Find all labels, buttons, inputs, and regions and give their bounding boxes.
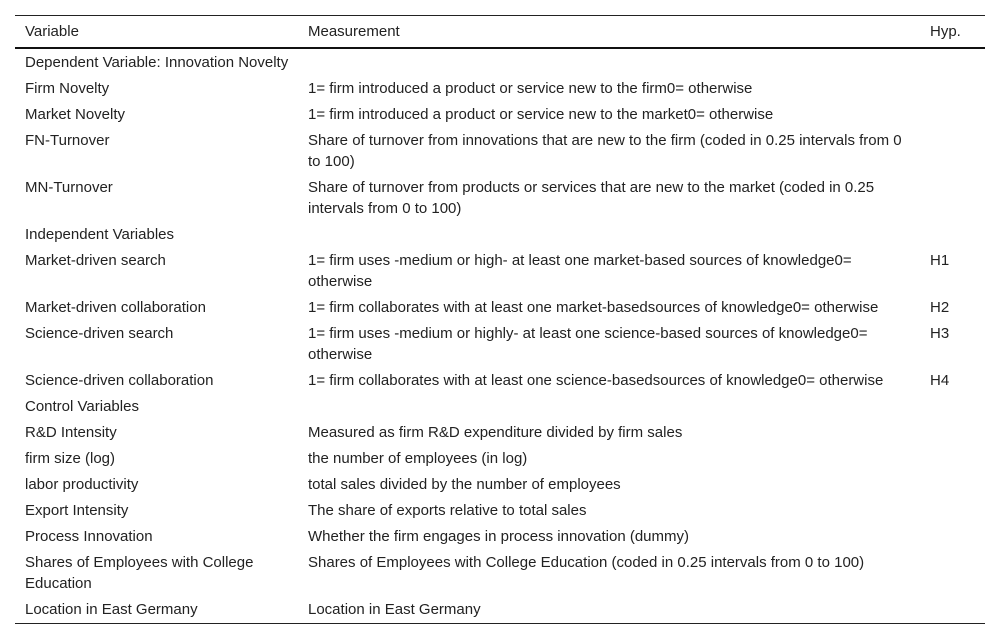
table-row: [15, 446, 985, 472]
header-hyp: Hyp.: [930, 23, 961, 40]
section-label: Control Variables: [25, 398, 139, 415]
variable-cell: R&D Intensity: [25, 424, 117, 441]
variable-cell: Process Innovation: [25, 528, 153, 545]
table-row: [15, 248, 985, 295]
hyp-cell: H3: [930, 325, 950, 342]
table-row: [15, 321, 985, 368]
measurement-cell: The share of exports relative to total sales: [308, 502, 587, 519]
measurement-cell: Share of turnover from innovations that are new to the firm (coded in 0.25 intervals from 0 to 100): [308, 132, 902, 170]
table-row: [15, 597, 985, 624]
hyp-cell: [920, 597, 985, 624]
measurement-cell: 1= firm introduced a product or service new to the firm0= otherwise: [308, 80, 753, 97]
variable-cell: Market Novelty: [25, 106, 126, 123]
measurement-cell: Location in East Germany: [308, 601, 481, 618]
table-row: [15, 420, 985, 446]
hyp-cell: [920, 524, 985, 550]
table-row: [15, 368, 985, 394]
measurement-cell: 1= firm collaborates with at least one science-basedsources of knowledge0= otherwise: [308, 372, 884, 389]
measurement-cell: 1= firm uses -medium or highly- at least one science-based sources of knowledge0= otherwise: [308, 325, 868, 363]
hyp-cell: [920, 175, 985, 222]
table-row: [15, 472, 985, 498]
hyp-cell: [920, 446, 985, 472]
table-row: [15, 128, 985, 175]
variable-cell: Market-driven search: [25, 252, 166, 269]
table-row: [15, 175, 985, 222]
variable-cell: Export Intensity: [25, 502, 129, 519]
hyp-cell: [920, 472, 985, 498]
table-row: [15, 102, 985, 128]
variable-cell: MN-Turnover: [25, 179, 113, 196]
variable-cell: Science-driven collaboration: [25, 372, 214, 389]
measurement-cell: the number of employees (in log): [308, 450, 528, 467]
variables-table-container: [15, 15, 985, 624]
header-variable: Variable: [25, 23, 79, 40]
hyp-cell: H2: [930, 299, 950, 316]
measurement-cell: 1= firm collaborates with at least one market-basedsources of knowledge0= otherwise: [308, 299, 879, 316]
variables-table: [15, 15, 985, 624]
header-measurement: Measurement: [308, 23, 400, 40]
section-label: Independent Variables: [25, 226, 175, 243]
table-row: [15, 76, 985, 102]
hyp-cell: H1: [930, 252, 950, 269]
section-row-independent: [15, 222, 985, 248]
header-row: [15, 16, 985, 49]
hyp-cell: [920, 498, 985, 524]
hyp-cell: H4: [930, 372, 950, 389]
variable-cell: Location in East Germany: [25, 601, 198, 618]
hyp-cell: [920, 420, 985, 446]
hyp-cell: [920, 102, 985, 128]
table-row: [15, 498, 985, 524]
measurement-cell: Whether the firm engages in process innovation (dummy): [308, 528, 690, 545]
variable-cell: Shares of Employees with College Education: [25, 554, 254, 592]
section-row-control: [15, 394, 985, 420]
measurement-cell: 1= firm uses -medium or high- at least one market-based sources of knowledge0= otherwise: [308, 252, 852, 290]
variable-cell: Firm Novelty: [25, 80, 110, 97]
variable-cell: FN-Turnover: [25, 132, 110, 149]
table-body: [15, 48, 985, 624]
hyp-cell: [920, 550, 985, 597]
table-header: [15, 16, 985, 49]
section-label: Dependent Variable: Innovation Novelty: [25, 54, 289, 71]
measurement-cell: Share of turnover from products or services that are new to the market (coded in 0.25 intervals from 0 to 100): [308, 179, 875, 217]
measurement-cell: total sales divided by the number of employees: [308, 476, 621, 493]
variable-cell: Market-driven collaboration: [25, 299, 206, 316]
variable-cell: firm size (log): [25, 450, 116, 467]
measurement-cell: 1= firm introduced a product or service new to the market0= otherwise: [308, 106, 774, 123]
hyp-cell: [920, 128, 985, 175]
section-row-dependent: [15, 48, 985, 76]
table-row: [15, 524, 985, 550]
table-row: [15, 550, 985, 597]
measurement-cell: Shares of Employees with College Education (coded in 0.25 intervals from 0 to 100): [308, 554, 865, 571]
table-row: [15, 295, 985, 321]
hyp-cell: [920, 76, 985, 102]
variable-cell: Science-driven search: [25, 325, 174, 342]
variable-cell: labor productivity: [25, 476, 139, 493]
measurement-cell: Measured as firm R&D expenditure divided by firm sales: [308, 424, 683, 441]
